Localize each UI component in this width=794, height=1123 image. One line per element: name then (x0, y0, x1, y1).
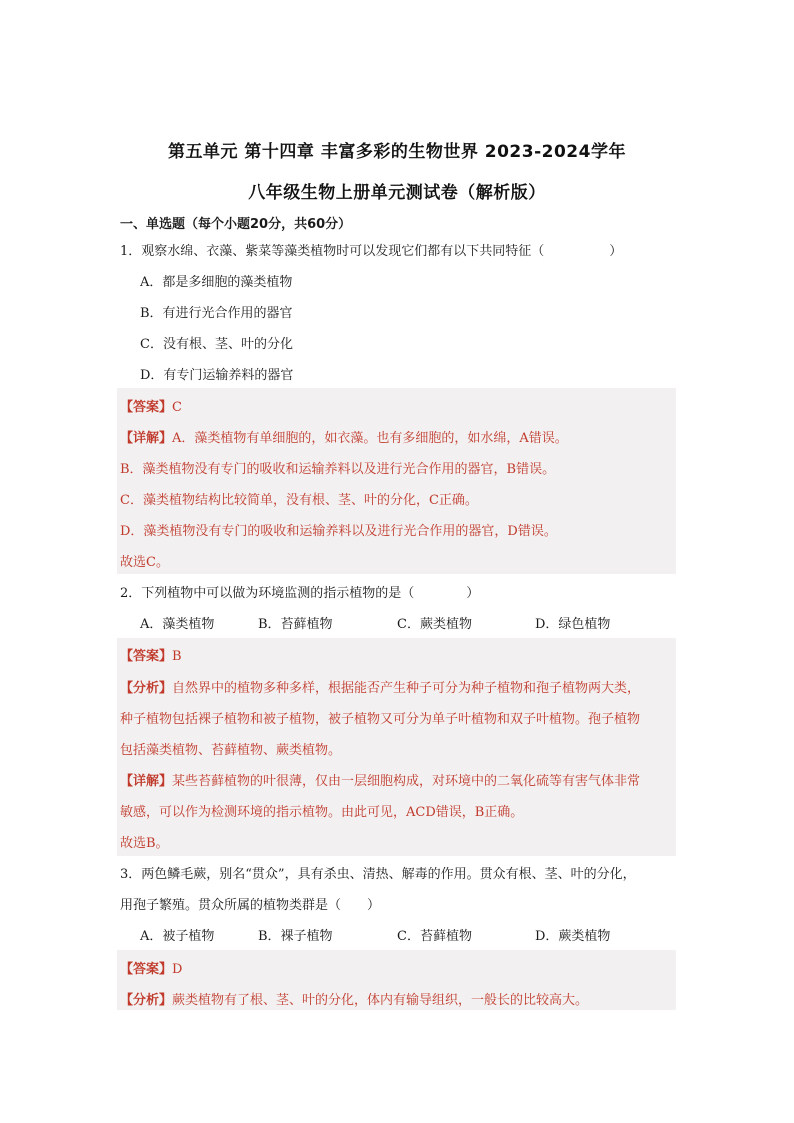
question-1-option-d: D．有专门运输养料的器官 (140, 368, 294, 383)
question-1-detail-line (120, 427, 568, 446)
detail-tag: 【详解】 (120, 774, 173, 789)
question-1-detail-line: B．藻类植物没有专门的吸收和运输养料以及进行光合作用的器官，B错误。 (120, 462, 556, 477)
question-2-option-d: D．绿色植物 (535, 617, 611, 632)
question-1-detail-line: D．藻类植物没有专门的吸收和运输养料以及进行光合作用的器官，D错误。 (120, 524, 557, 539)
question-2-answer (120, 645, 182, 664)
question-1-answer-box (117, 388, 676, 574)
question-3-answer (120, 958, 182, 977)
answer-value: C (172, 400, 182, 415)
answer-tag: 【答案】 (120, 400, 173, 415)
section-heading: 一、单选题（每个小题20分，共60分） (120, 217, 352, 232)
question-1-conclusion: 故选C。 (120, 555, 169, 570)
question-2-detail-line (120, 770, 640, 789)
question-1-option-c: C．没有根、茎、叶的分化 (140, 337, 293, 352)
question-2-option-c: C．蕨类植物 (397, 617, 472, 632)
question-2-analysis-line: 种子植物包括裸子植物和被子植物，被子植物又可分为单子叶植物和双子叶植物。孢子植物 (120, 712, 641, 727)
question-1-stem: 1．观察水绵、衣藻、紫菜等藻类植物时可以发现它们都有以下共同特征（ ） (120, 244, 623, 259)
detail-text: A．藻类植物有单细胞的，如衣藻。也有多细胞的，如水绵，A错误。 (172, 431, 568, 446)
question-3-analysis-line (120, 989, 588, 1008)
detail-text: 某些苔藓植物的叶很薄，仅由一层细胞构成，对环境中的二氧化硫等有害气体非常 (172, 774, 641, 789)
answer-value: D (172, 962, 183, 977)
question-3-stem-line1: 3．两色鳞毛蕨，别名“贯众”，具有杀虫、清热、解毒的作用。贯众有根、茎、叶的分化， (120, 867, 636, 882)
question-1-option-b: B．有进行光合作用的器官 (140, 306, 293, 321)
question-2-option-b: B．苔藓植物 (258, 617, 333, 632)
question-1-option-a: A．都是多细胞的藻类植物 (140, 275, 293, 290)
question-1-answer (120, 396, 182, 415)
question-2-option-a: A．藻类植物 (140, 617, 215, 632)
question-3-stem-line2: 用孢子繁殖。贯众所属的植物类群是（ ） (120, 898, 381, 913)
analysis-tag: 【分析】 (120, 681, 173, 696)
answer-tag: 【答案】 (120, 649, 173, 664)
answer-value: B (172, 649, 182, 664)
analysis-text: 自然界中的植物多种多样，根据能否产生种子可分为种子植物和孢子植物两大类， (172, 681, 641, 696)
analysis-tag: 【分析】 (120, 993, 173, 1008)
question-2-analysis-line (120, 677, 640, 696)
question-3-option-b: B．裸子植物 (258, 929, 333, 944)
question-3-option-d: D．蕨类植物 (535, 929, 611, 944)
detail-tag: 【详解】 (120, 431, 173, 446)
document-title-line2: 八年级生物上册单元测试卷（解析版） (248, 183, 546, 203)
question-2-detail-line: 敏感，可以作为检测环境的指示植物。由此可见，ACD错误，B正确。 (120, 805, 524, 820)
question-3-option-a: A．被子植物 (140, 929, 215, 944)
question-2-conclusion: 故选B。 (120, 836, 169, 851)
document-title-line1: 第五单元 第十四章 丰富多彩的生物世界 2023-2024学年 (168, 142, 626, 162)
question-1-detail-line: C．藻类植物结构比较简单，没有根、茎、叶的分化，C正确。 (120, 493, 478, 508)
analysis-text: 蕨类植物有了根、茎、叶的分化，体内有输导组织，一般长的比较高大。 (172, 993, 589, 1008)
question-2-analysis-line: 包括藻类植物、苔藓植物、蕨类植物。 (120, 743, 342, 758)
answer-tag: 【答案】 (120, 962, 173, 977)
question-3-option-c: C．苔藓植物 (397, 929, 472, 944)
question-2-stem: 2．下列植物中可以做为环境监测的指示植物的是（ ） (120, 586, 480, 601)
